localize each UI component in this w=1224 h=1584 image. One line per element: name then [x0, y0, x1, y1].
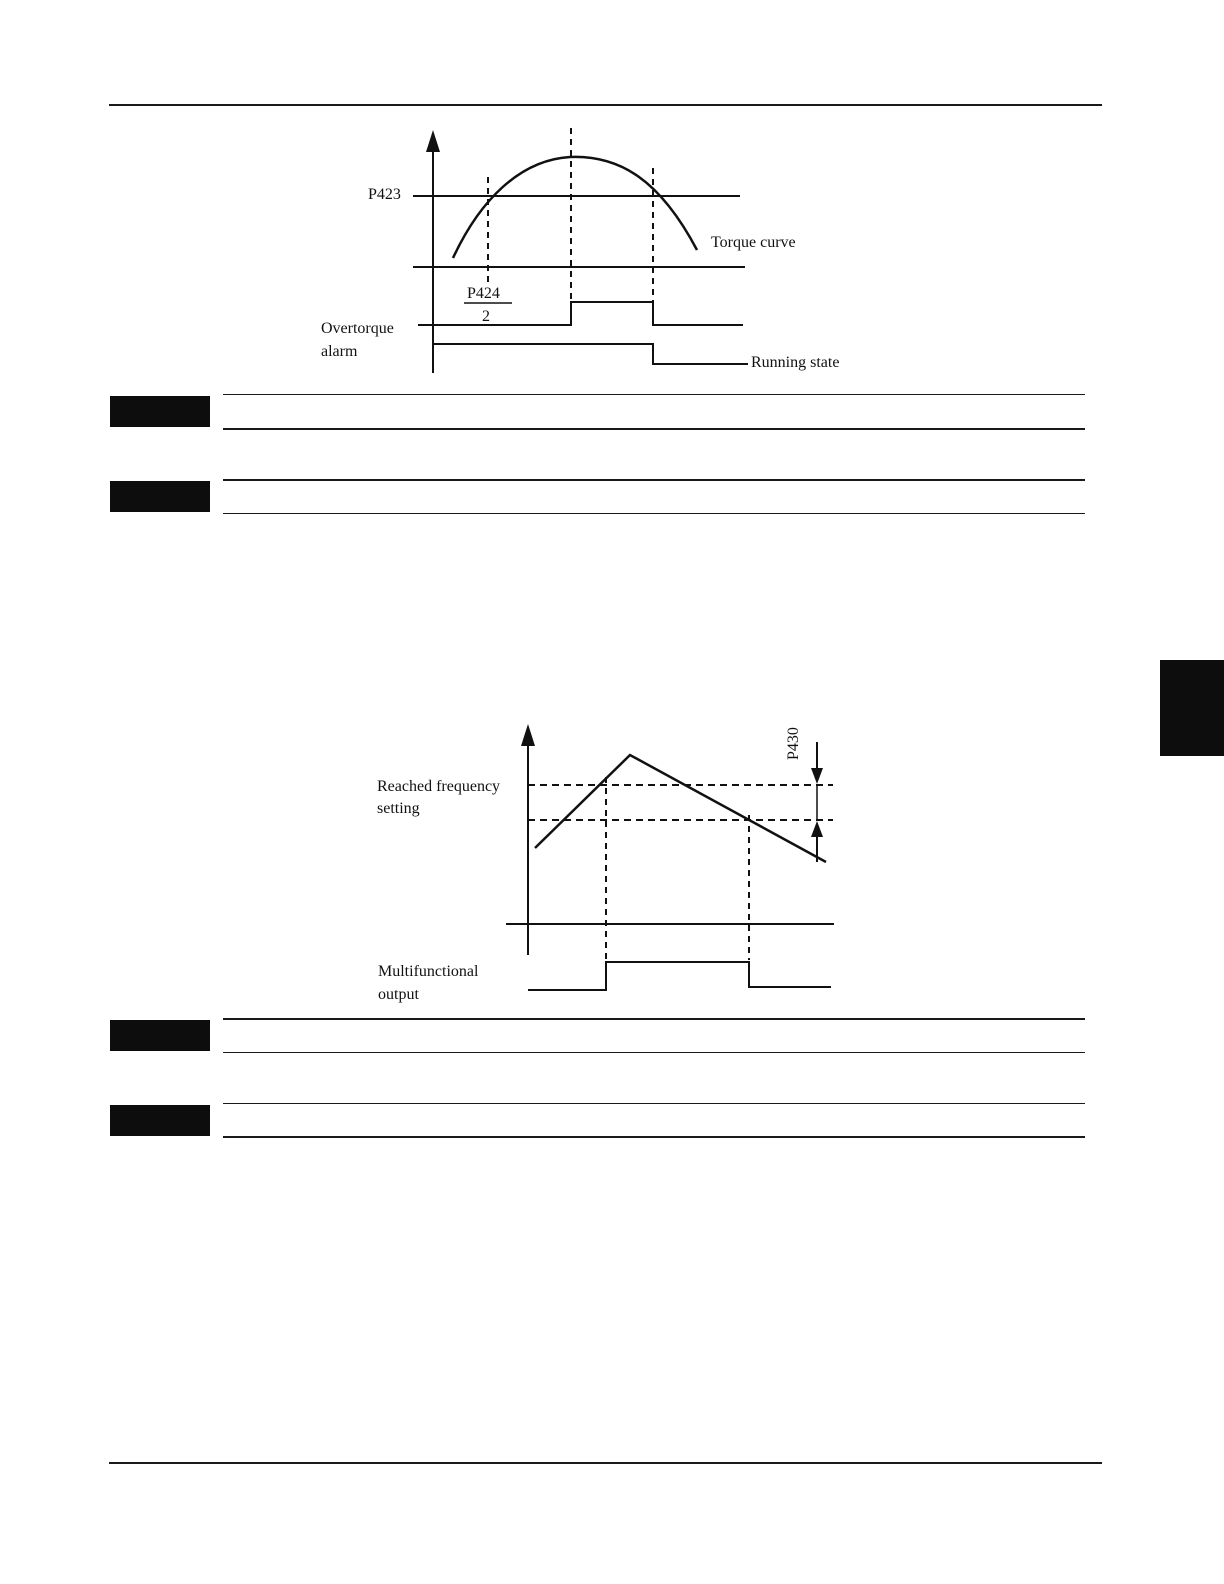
- p423-label: P423: [368, 186, 401, 203]
- overtorque-alarm-label-line2: alarm: [321, 343, 358, 360]
- p424-numerator-label: P424: [467, 285, 500, 302]
- reached-frequency-setting-label-line2: setting: [377, 800, 420, 817]
- p430-label: P430: [785, 727, 802, 760]
- frequency-reached-diagram: [506, 724, 834, 990]
- running-state-label: Running state: [751, 354, 840, 371]
- overtorque-alarm-signal: [418, 302, 743, 325]
- p430-arrow-bottom-head: [811, 821, 823, 837]
- y-axis-arrowhead: [521, 724, 535, 746]
- multifunctional-output-label-line1: Multifunctional: [378, 963, 479, 980]
- torque-curve-label: Torque curve: [711, 234, 796, 251]
- torque-curve: [453, 157, 697, 258]
- frequency-ramp-line: [535, 755, 826, 862]
- overtorque-alarm-label-line1: Overtorque: [321, 320, 394, 337]
- running-state-signal: [433, 344, 748, 364]
- reached-frequency-setting-label-line1: Reached frequency: [377, 778, 501, 795]
- multifunctional-output-signal: [528, 962, 831, 990]
- p424-denominator-label: 2: [482, 308, 490, 325]
- p430-arrow-top-head: [811, 768, 823, 784]
- multifunctional-output-label-line2: output: [378, 986, 419, 1003]
- overtorque-diagram: [413, 128, 748, 373]
- y-axis-arrowhead: [426, 130, 440, 152]
